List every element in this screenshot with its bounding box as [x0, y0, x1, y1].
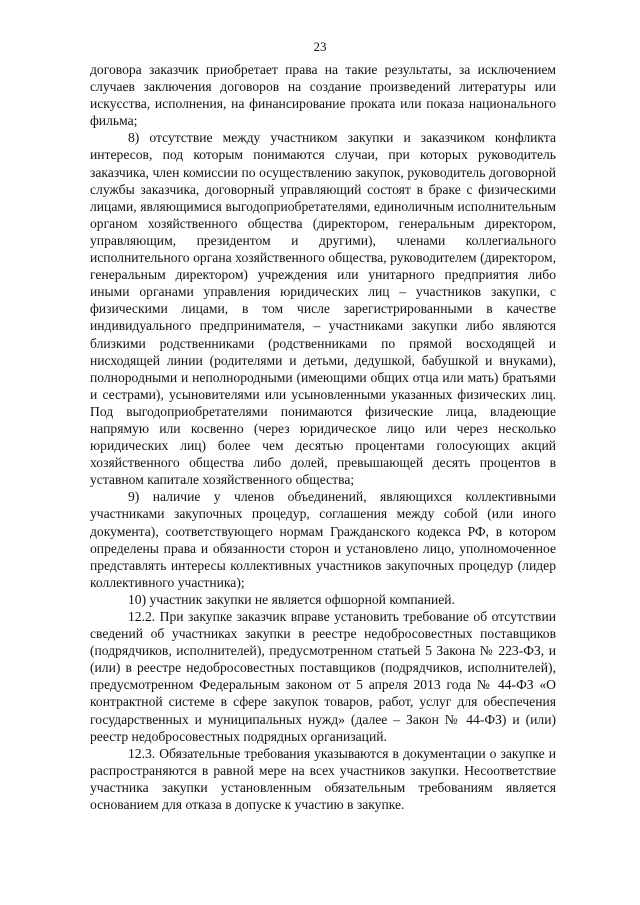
page-content: [90, 61, 556, 813]
paragraph-continuation: договора заказчик приобретает права на такие результаты, за исключением случаев заключения договоров на создание произведений литературы или искусства, исполнения, на финансирование проката или показа национального фильма;: [90, 62, 556, 129]
paragraph-12-2: 12.2. При закупке заказчик вправе установить требование об отсутствии сведений об участниках закупки в реестре недобросовестных поставщиков (подрядчиков, исполнителей), предусмотренном статьей 5 Закона № 223-ФЗ, и (или) в реестре недобросовестных поставщиков (подрядчиков, исполнителей), предусмотренном Федеральным законом от 5 апреля 2013 года № 44-ФЗ «О контрактной системе в сфере закупок товаров, работ, услуг для обеспечения государственных и муниципальных нужд» (далее – Закон № 44-ФЗ) и (или) реестр недобросовестных подрядных организаций.: [90, 609, 556, 744]
paragraph-item-9: 9) наличие у членов объединений, являющихся коллективными участниками закупочных процедур, соглашения между собой (или иного документа), соответствующего нормам Гражданского кодекса РФ, в котором определены права и обязанности сторон и установлено лицо, уполномоченное представлять интересы коллективных участников закупочных процедур (лидер коллективного участника);: [90, 489, 556, 590]
paragraph-item-8: 8) отсутствие между участником закупки и заказчиком конфликта интересов, под которым понимаются случаи, при которых руководитель заказчика, член комиссии по осуществлению закупок, руководитель договорной службы заказчика, договорный управляющий состоят в браке с физическими лицами, являющимися выгодоприобретателями, единоличным исполнительным органом хозяйственного общества (директором, генеральным директором, управляющим, президентом и другими), членами коллегиального исполнительного органа хозяйственного общества, руководителем (директором, генеральным директором) учреждения или унитарного предприятия либо иными органами управления юридических лиц – участников закупки, с физическими лицами, в том числе зарегистрированными в качестве индивидуального предпринимателя, – участниками закупки либо являются близкими родственниками (родственниками по прямой восходящей и нисходящей линии (родителями и детьми, дедушкой, бабушкой и внуками), полнородными и неполнородными (имеющими общих отца или мать) братьями и сестрами), усыновителями или усыновленными указанных физических лиц. Под выгодоприобретателями понимаются физические лица, владеющие напрямую или косвенно (через юридическое лицо или через несколько юридических лиц) более чем десятью процентами голосующих акций хозяйственного общества либо долей, превышающей десять процентов в уставном капитале хозяйственного общества;: [90, 130, 556, 488]
page-number: 23: [313, 39, 327, 54]
paragraph-item-10: 10) участник закупки не является офшорной компанией.: [128, 591, 455, 607]
paragraph-12-3: 12.3. Обязательные требования указываются в документации о закупке и распространяются в равной мере на всех участников закупки. Несоответствие участника закупки установленным обязательным требованиям является основанием для отказа в допуске к участию в закупке.: [90, 745, 556, 813]
